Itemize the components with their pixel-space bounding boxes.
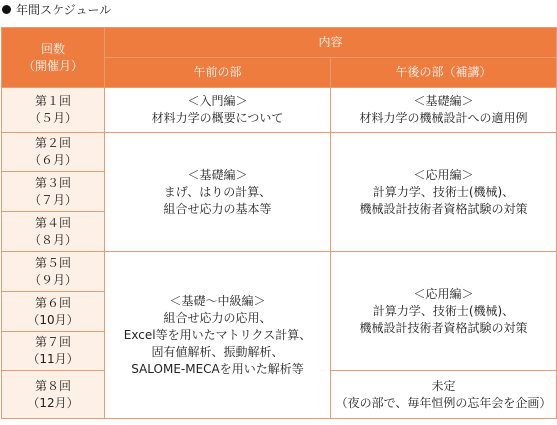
section-heading xyxy=(2,1,111,17)
header-content: 内容 xyxy=(105,28,557,58)
morning-content: ＜基礎編＞ まげ、はりの計算、 組合せ応力の基本等 xyxy=(105,133,331,252)
afternoon-content: ＜基礎編＞ 材料力学の機械設計への適用例 xyxy=(331,88,557,133)
session-cell: 第５回 （９月） xyxy=(2,252,105,292)
header-session-count: 回数 （開催月） xyxy=(2,28,105,88)
schedule-table xyxy=(1,27,557,419)
header-morning: 午前の部 xyxy=(105,58,331,88)
afternoon-content: ＜応用編＞ 計算力学、技術士(機械)、 機械設計技術者資格試験の対策 xyxy=(331,133,557,252)
section-heading-text: 年間スケジュール xyxy=(16,2,112,17)
morning-content: ＜基礎～中級編＞ 組合せ応力の応用、 Excel等を用いたマトリクス計算、 固有値解析、振動解析、 SALOME-MECAを用いた解析等 xyxy=(105,252,331,419)
session-cell: 第８回 （12月） xyxy=(2,371,105,419)
session-cell: 第７回 （11月） xyxy=(2,332,105,371)
afternoon-content: ＜応用編＞ 計算力学、技術士(機械)、 機械設計技術者資格試験の対策 xyxy=(331,252,557,371)
session-cell: 第１回 （５月） xyxy=(2,88,105,133)
bullet-icon xyxy=(2,5,11,14)
session-cell: 第２回 （６月） xyxy=(2,133,105,172)
morning-content: ＜入門編＞ 材料力学の概要について xyxy=(105,88,331,133)
session-cell: 第６回 （10月） xyxy=(2,292,105,332)
session-cell: 第３回 （７月） xyxy=(2,172,105,212)
afternoon-content: 未定 （夜の部で、毎年恒例の忘年会を企画） xyxy=(331,371,557,419)
header-afternoon: 午後の部（補講） xyxy=(331,58,557,88)
session-cell: 第４回 （８月） xyxy=(2,212,105,252)
